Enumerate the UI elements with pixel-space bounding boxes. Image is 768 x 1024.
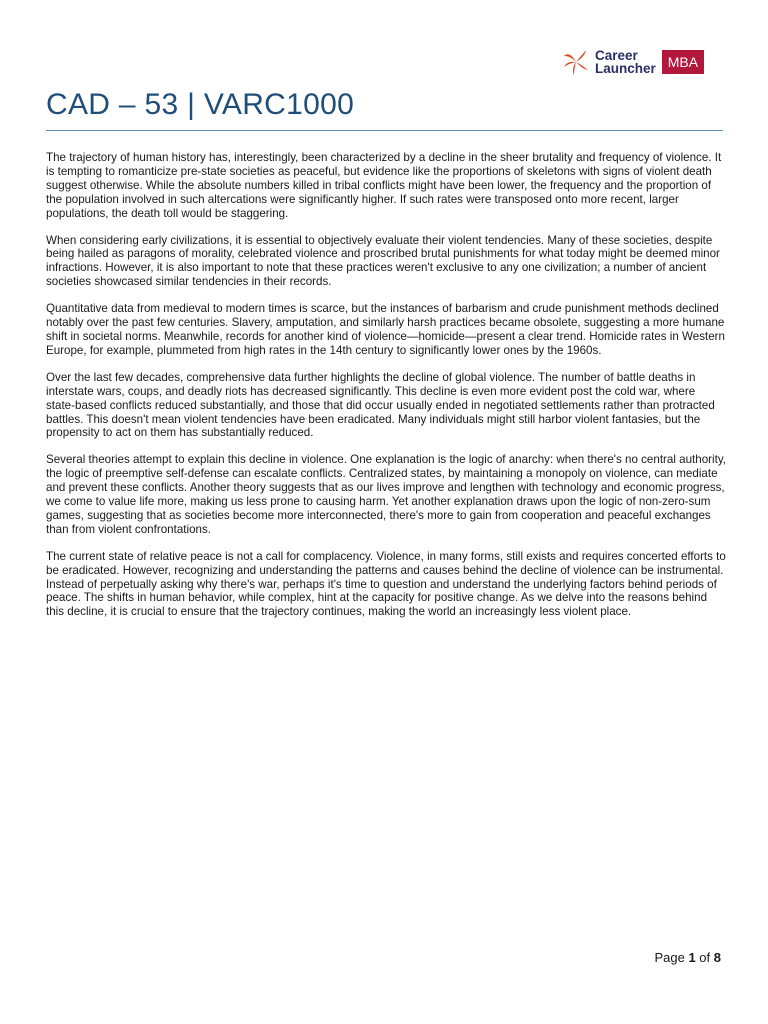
passage-paragraph-3: Quantitative data from medieval to modern times is scarce, but the instances of barbarism and crude punishment methods declined notably over the past few centuries. Slavery, amputation, and similarly harsh practices became obsolete, suggesting a more humane shift in societal norms. Meanwhile, records for another kind of violence—homicide—present a clear trend. Homicide rates in Western Europe, for example, plummeted from high rates in the 14th century to significantly lower ones by the 1960s. bbox=[46, 302, 725, 357]
page-current: 1 bbox=[688, 950, 696, 965]
logo-wordmark bbox=[595, 49, 656, 75]
career-launcher-logo bbox=[561, 47, 704, 77]
logo-line-launcher: Launcher bbox=[595, 61, 656, 76]
page-number bbox=[654, 950, 721, 965]
passage bbox=[46, 151, 726, 632]
of-label: of bbox=[699, 950, 711, 965]
logo-line-career: Career bbox=[595, 48, 638, 63]
page-label: Page bbox=[654, 950, 685, 965]
page-title: CAD – 53 | VARC1000 bbox=[46, 88, 355, 121]
title-divider bbox=[46, 130, 723, 131]
flame-logo-icon bbox=[561, 47, 591, 77]
passage-paragraph-4: Over the last few decades, comprehensive data further highlights the decline of global violence. The number of battle deaths in interstate wars, coups, and deadly riots has decreased significantly. This decline is even more evident post the cold war, where state-based conflicts reduced substantially, and those that did occur usually ended in negotiated settlements rather than protracted battles. This doesn't mean violent tendencies have been eradicated. Many individuals might still harbor violent fantasies, but the propensity to act on them has substantially reduced. bbox=[46, 370, 715, 440]
passage-paragraph-5: Several theories attempt to explain this decline in violence. One explanation is the logic of anarchy: when there's no central authority, the logic of preemptive self-defense can escalate conflicts. Centralized states, by maintaining a monopoly on violence, can mediate and prevent these conflicts. Another theory suggests that as our lives improve and lengthen with technology and economic progress, we come to value life more, making us less prone to causing harm. Yet another explanation draws upon the logic of non-zero-sum games, suggesting that as societies become more interconnected, there's more to gain from cooperation and peaceful exchanges than from violent confrontations. bbox=[46, 453, 726, 536]
passage-paragraph-2: When considering early civilizations, it is essential to objectively evaluate their violent tendencies. Many of these societies, despite being hailed as paragons of morality, celebrated violence and proscribed brutal punishments for what today might be deemed minor infractions. However, it is also important to note that these practices weren't exclusive to any one civilization; a number of ancient societies showcased similar tendencies in their records. bbox=[46, 233, 720, 289]
passage-paragraph-6: The current state of relative peace is not a call for complacency. Violence, in many forms, still exists and requires concerted efforts to be eradicated. However, recognizing and understanding the patterns and causes behind the decline of violence can be instrumental. Instead of perpetually asking why there's war, perhaps it's time to question and understand the underlying factors behind periods of peace. The shifts in human behavior, while complex, hint at the capacity for positive change. As we delve into the reasons behind this decline, it is crucial to ensure that the trajectory continues, making the world an increasingly less violent place. bbox=[46, 549, 726, 619]
passage-paragraph-1: The trajectory of human history has, interestingly, been characterized by a decline in the sheer brutality and frequency of violence. It is tempting to romanticize pre-state societies as peaceful, but evidence like the proportions of skeletons with signs of violent death suggest otherwise. While the absolute numbers killed in tribal conflicts might have been lower, the frequency and the proportion of the population involved in such altercations were significantly higher. If such rates were transposed onto more recent, larger populations, the death toll would be staggering. bbox=[46, 151, 722, 220]
mba-badge: MBA bbox=[662, 50, 704, 74]
page-total: 8 bbox=[713, 950, 721, 965]
